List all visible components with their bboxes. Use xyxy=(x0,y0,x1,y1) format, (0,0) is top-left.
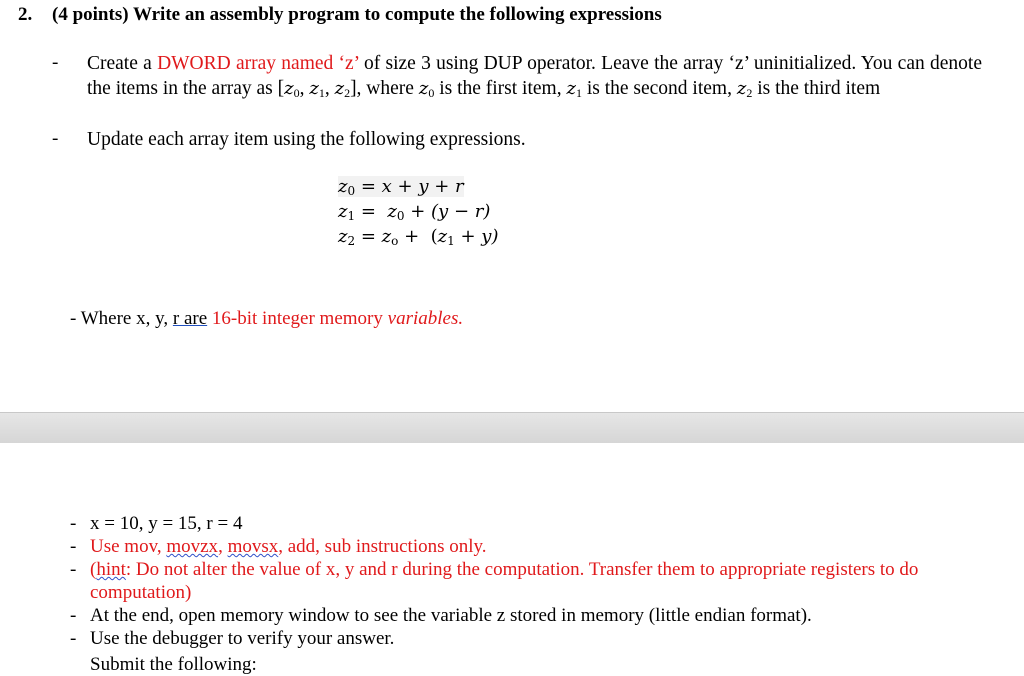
bullet-update-items: Update each array item using the following expressions. xyxy=(87,129,526,150)
list-item: - x = 10, y = 15, r = 4 xyxy=(70,513,243,534)
where-variables-line: - Where x, y, r are 16-bit integer memory variables. xyxy=(70,308,464,329)
requirements-list xyxy=(70,512,1000,650)
bullet-dash: - xyxy=(52,52,59,73)
spellcheck-hint: hint xyxy=(96,559,126,580)
bullet-dash: - xyxy=(52,128,59,149)
page-separator xyxy=(0,412,1024,444)
r-are-underlined: r are xyxy=(172,308,208,329)
list-item: - At the end, open memory window to see the variable z stored in memory (little endian format). xyxy=(70,605,812,626)
list-item: - Use the debugger to verify your answer. xyxy=(70,628,395,649)
question-number: 2. xyxy=(18,4,33,25)
equation-z1: $z_1 = z_0 + (y - r)$ xyxy=(338,201,491,223)
bullet-create-array: Create a DWORD array named ‘z’ of size 3 using DUP operator. Leave the array ‘z’ uninitialized. You can denote the items in the array as [$z_0$, $z_1$, $z_2$], where $z_0$ is the first item, $z_1$ is the second item, $z_2$ is the third item xyxy=(87,53,982,100)
list-item: - Use mov, movzx, movsx, add, sub instructions only. xyxy=(70,536,487,557)
equation-z2: $z_2 = z_o + (z_1 + y)$ xyxy=(338,226,499,248)
equations-block xyxy=(338,174,499,249)
cutoff-text: Submit the following: xyxy=(90,654,257,675)
spellcheck-movzx: movzx xyxy=(166,536,219,557)
spellcheck-movsx: movsx xyxy=(227,536,279,557)
list-item: - (hint: Do not alter the value of x, y and r during the computation. Transfer them to appropriate registers to do computation) xyxy=(70,559,919,603)
question-title: (4 points) Write an assembly program to compute the following expressions xyxy=(52,4,662,25)
equation-z0: $z_0 = x + y + r$ xyxy=(338,176,464,198)
dword-array-phrase: DWORD array named ‘z’ xyxy=(157,53,359,74)
